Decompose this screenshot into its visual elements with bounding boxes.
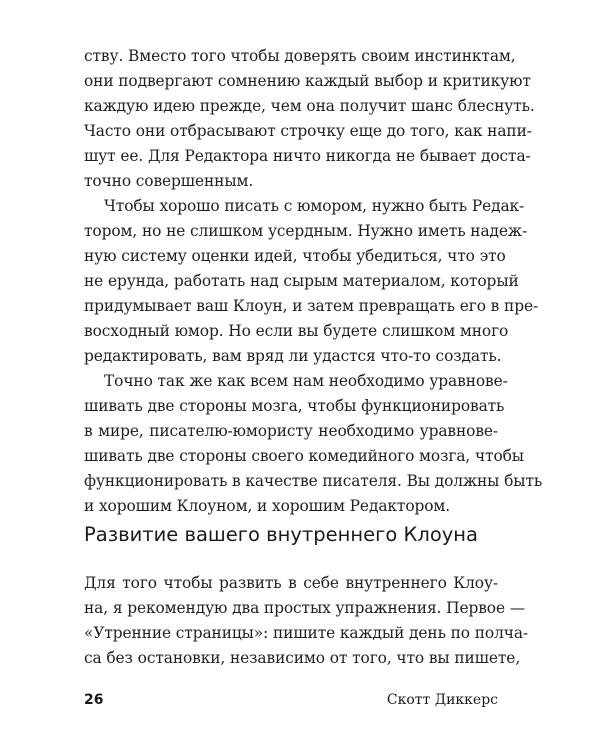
body-text-line: Часто они отбрасывают строчку еще до того, как напи- <box>84 122 532 140</box>
body-text-line: шивать две стороны своего комедийного мозга, чтобы <box>84 447 524 465</box>
body-text-line: ную систему оценки идей, чтобы убедиться, что это <box>84 247 506 265</box>
running-footer-author: Скотт Диккерс <box>386 692 498 708</box>
body-text-line: придумывает ваш Клоун, и затем превращать его в пре- <box>84 297 539 315</box>
body-text-line: са без остановки, независимо от того, что вы пишете, <box>84 649 521 667</box>
section-heading: Развитие вашего внутреннего Клоуна <box>84 523 478 546</box>
body-text-line: и хорошим Клоуном, и хорошим Редактором. <box>84 497 451 515</box>
body-text-line: редактировать, вам вряд ли удастся что-то создать. <box>84 347 502 365</box>
body-text-line: Для того чтобы развить в себе внутреннего Клоу- <box>84 574 498 592</box>
body-text-line: функционировать в качестве писателя. Вы должны быть <box>84 472 543 490</box>
body-text-line: «Утренние страницы»: пишите каждый день по полча- <box>84 624 529 642</box>
body-text-line: шут ее. Для Редактора ничто никогда не бывает доста- <box>84 147 531 165</box>
body-text-line: Чтобы хорошо писать с юмором, нужно быть Редак- <box>104 197 525 215</box>
body-text-line: каждую идею прежде, чем она получит шанс блеснуть. <box>84 97 535 115</box>
body-text-line: восходный юмор. Но если вы будете слишком много <box>84 322 509 340</box>
body-text-line: на, я рекомендую два простых упражнения. Первое — <box>84 599 526 617</box>
body-text-line: ству. Вместо того чтобы доверять своим инстинктам, <box>84 47 516 65</box>
page-number: 26 <box>84 692 104 708</box>
body-text-line: точно совершенным. <box>84 172 254 190</box>
body-text-line: в мире, писателю-юмористу необходимо уравнове- <box>84 422 498 440</box>
body-text-line: шивать две стороны мозга, чтобы функционировать <box>84 397 505 415</box>
body-text-line: тором, но не слишком усердным. Нужно иметь надеж- <box>84 222 528 240</box>
body-text-line: не ерунда, работать над сырым материалом, который <box>84 272 519 290</box>
body-text-line: Точно так же как всем нам необходимо уравнове- <box>104 372 508 390</box>
body-text-line: они подвергают сомнению каждый выбор и критикуют <box>84 72 531 90</box>
